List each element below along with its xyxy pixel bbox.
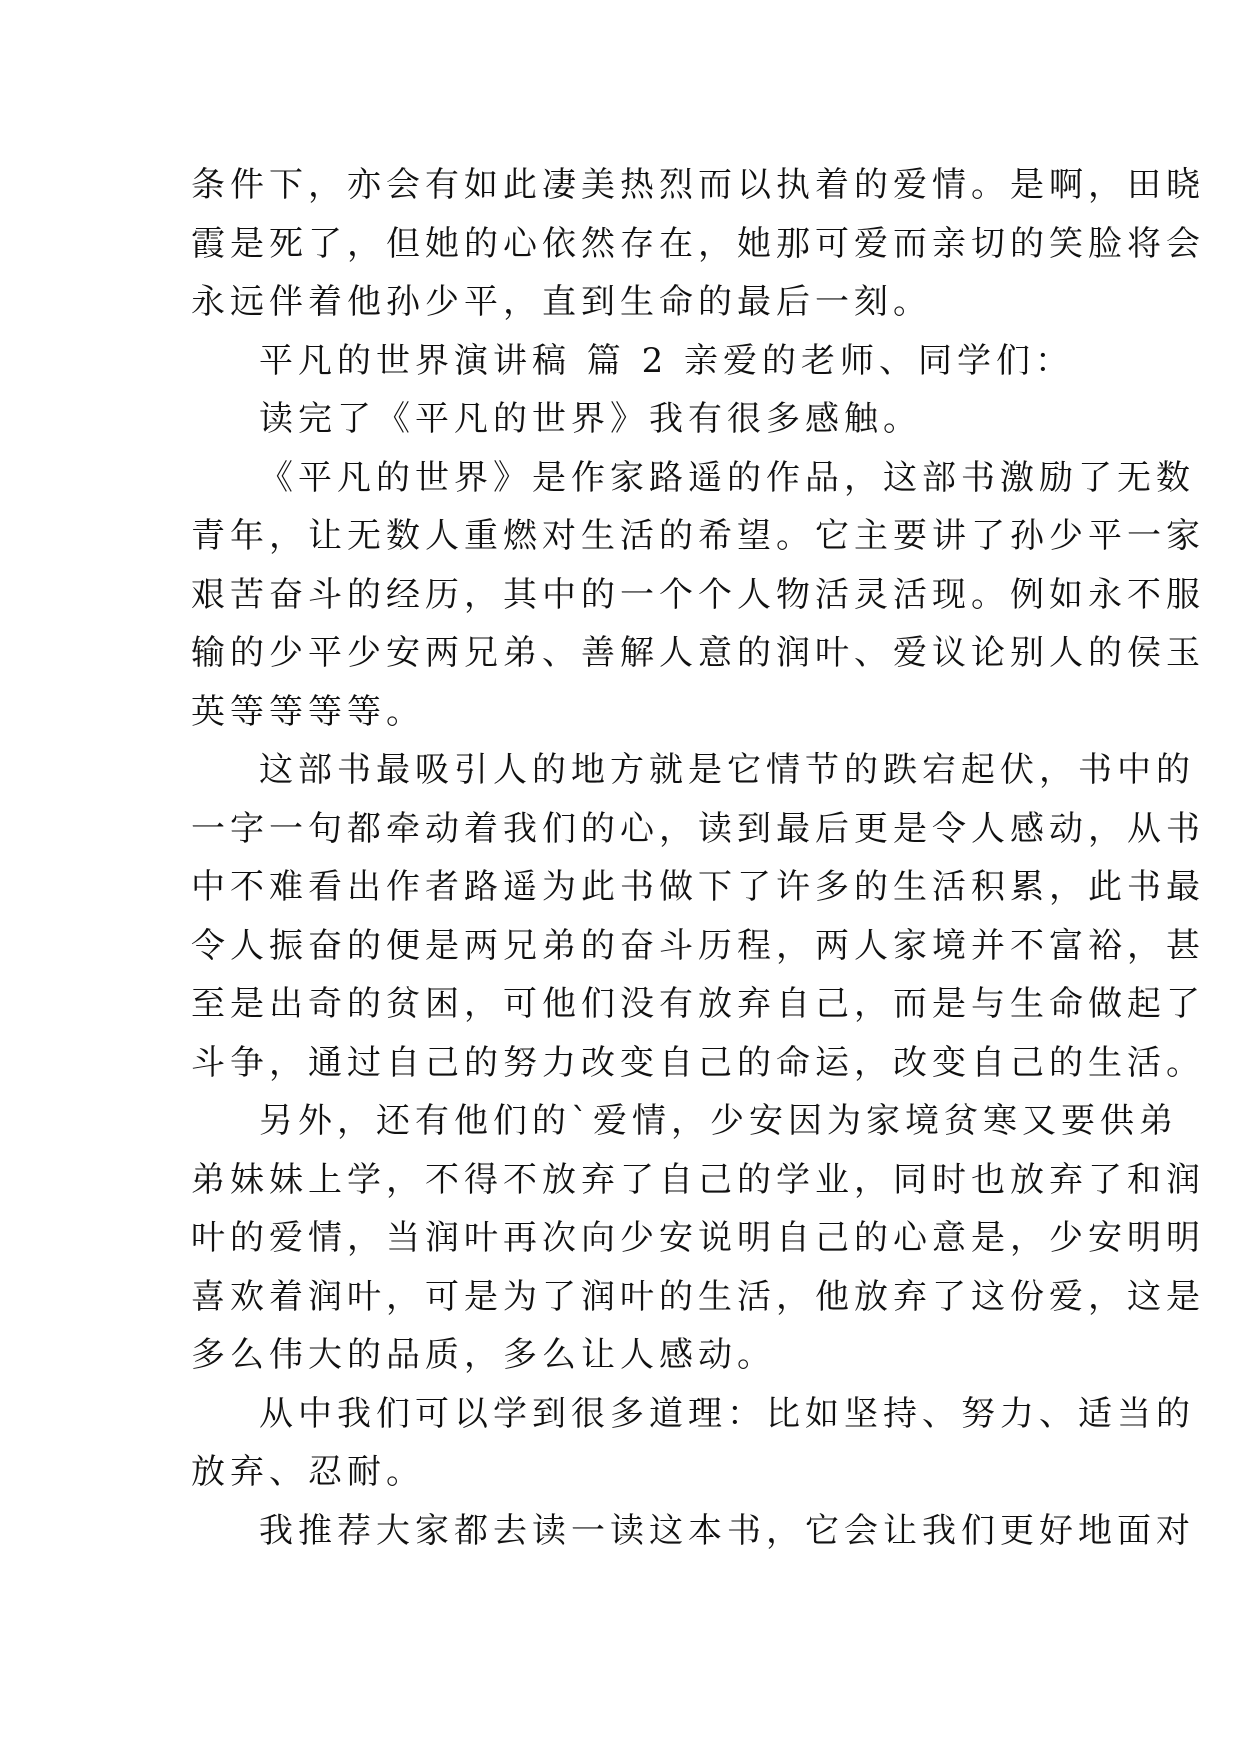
text-line: 英等等等等。 xyxy=(191,691,425,732)
text-line: 永远伴着他孙少平，直到生命的最后一刻。 xyxy=(191,282,932,322)
document-body xyxy=(191,156,1205,1560)
text-line: 这部书最吸引人的地方就是它情节的跌宕起伏，书中的 xyxy=(259,750,1195,790)
text-line: 读完了《平凡的世界》我有很多感触。 xyxy=(259,399,922,439)
text-line: 艰苦奋斗的经历，其中的一个个人物活灵活现。例如永不服 xyxy=(191,574,1205,615)
text-line: 多么伟大的品质，多么让人感动。 xyxy=(191,1335,776,1375)
text-line: 从中我们可以学到很多道理：比如坚持、努力、适当的 xyxy=(259,1393,1195,1434)
text-line: 放弃、忍耐。 xyxy=(191,1452,425,1492)
text-line: 中不难看出作者路遥为此书做下了许多的生活积累，此书最 xyxy=(191,867,1205,907)
text-line: 令人振奋的便是两兄弟的奋斗历程，两人家境并不富裕，甚 xyxy=(191,925,1205,966)
section-heading-line: 平凡的世界演讲稿 篇 2 亲爱的老师、同学们： xyxy=(259,340,1075,381)
text-line: 条件下，亦会有如此凄美热烈而以执着的爱情。是啊，田晓 xyxy=(191,165,1205,205)
text-line: 另外，还有他们的`爱情，少安因为家境贫寒又要供弟 xyxy=(259,1101,1178,1141)
text-line: 弟妹妹上学，不得不放弃了自己的学业，同时也放弃了和润 xyxy=(191,1159,1205,1200)
text-line: 输的少平少安两兄弟、善解人意的润叶、爱议论别人的侯玉 xyxy=(191,633,1205,673)
text-line: 青年，让无数人重燃对生活的希望。它主要讲了孙少平一家 xyxy=(191,516,1205,556)
text-line: 喜欢着润叶，可是为了润叶的生活，他放弃了这份爱，这是 xyxy=(191,1276,1205,1317)
text-line: 《平凡的世界》是作家路遥的作品，这部书激励了无数 xyxy=(259,457,1195,498)
text-line: 斗争，通过自己的努力改变自己的命运，改变自己的生活。 xyxy=(191,1042,1205,1083)
text-line: 一字一句都牵动着我们的心，读到最后更是令人感动，从书 xyxy=(191,808,1205,849)
text-line: 霞是死了，但她的心依然存在，她那可爱而亲切的笑脸将会 xyxy=(191,223,1205,264)
text-line: 至是出奇的贫困，可他们没有放弃自己，而是与生命做起了 xyxy=(191,984,1205,1024)
text-line: 我推荐大家都去读一读这本书，它会让我们更好地面对 xyxy=(259,1510,1195,1551)
text-line: 叶的爱情，当润叶再次向少安说明自己的心意是，少安明明 xyxy=(191,1218,1205,1258)
